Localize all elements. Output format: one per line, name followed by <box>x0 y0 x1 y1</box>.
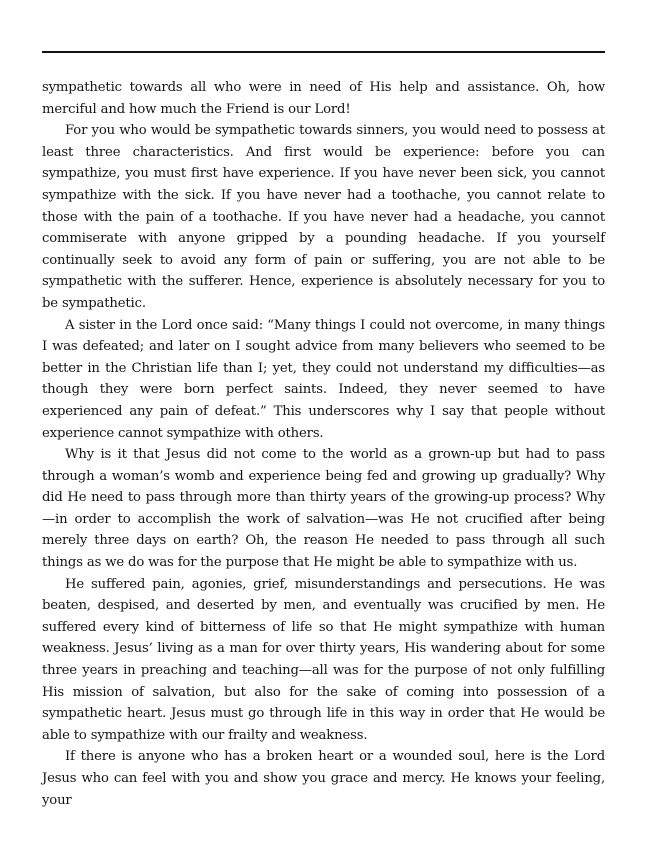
paragraph-suffering: He suffered pain, agonies, grief, misunderstandings and persecutions. He was beaten, despised, and deserted by men, and eventually was crucified by men. He suffered every kind of bitterness of life so that He might sympathize with human weakness. Jesus’ living as a man for over thirty years, His wandering about for some three years in preaching and teaching—all was for the purpose of not only fulfilling His mission of salvation, but also for the sake of coming into possession of a sympathetic heart. Jesus must go through life in this way in order that He would be able to sympathize with our frailty and weakness. <box>42 576 605 743</box>
header-rule <box>42 51 605 53</box>
paragraph-sister-quote: A sister in the Lord once said: “Many things I could not overcome, in many things I was defeated; and later on I sought advice from many believers who seemed to be better in the Christian life than I; yet, they could not understand my difficulties—as though they were born perfect saints. Indeed, they never seemed to have experienced any pain of defeat.” This underscores why I say that people without experience cannot sympathize with others. <box>42 317 605 441</box>
paragraph-continued: sympathetic towards all who were in need of His help and assistance. Oh, how merciful and how much the Friend is our Lord! <box>42 80 605 117</box>
paragraph-characteristics: For you who would be sympathetic towards sinners, you would need to possess at least three characteristics. And first would be experience: before you can sympathize, you must first have experience. If you have never been sick, you cannot sympathize with the sick. If you have never had a toothache, you cannot relate to those with the pain of a toothache. If you have never had a headache, you cannot commiserate with anyone gripped by a pounding headache. If you yourself continually seek to avoid any form of pain or suffering, you are not able to be sympathetic with the sufferer. Hence, experience is absolutely necessary for you to be sympathetic. <box>42 123 605 311</box>
body-text <box>42 77 605 811</box>
paragraph-broken-heart: If there is anyone who has a broken heart or a wounded soul, here is the Lord Jesus who can feel with you and show you grace and mercy. He knows your feeling, your <box>42 749 605 808</box>
paragraph-why-jesus: Why is it that Jesus did not come to the world as a grown-up but had to pass through a woman’s womb and experience being fed and growing up gradually? Why did He need to pass through more than thirty years of the growing-up process? Why—in order to accomplish the work of salvation—was He not crucified after being merely three days on earth? Oh, the reason He needed to pass through all such things as we do was for the purpose that He might be able to sympathize with us. <box>42 447 605 571</box>
